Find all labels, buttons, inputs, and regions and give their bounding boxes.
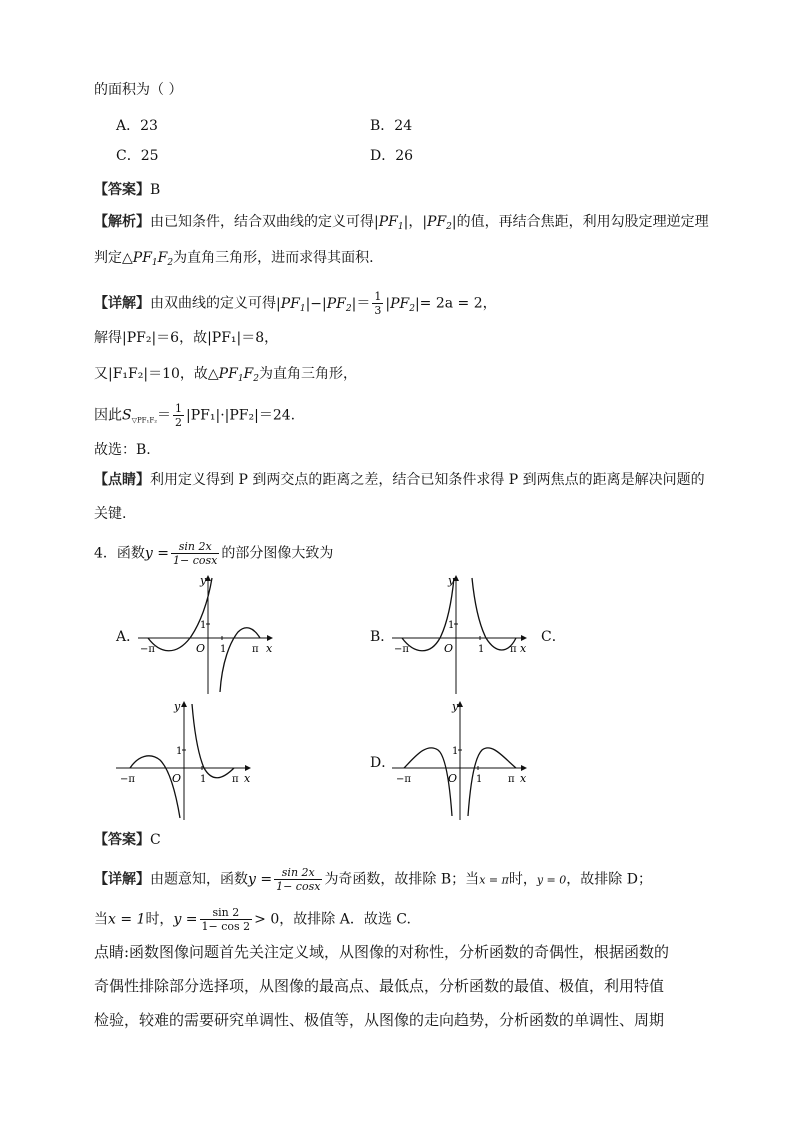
x-label: x — [520, 772, 527, 785]
origin-label: O — [444, 642, 454, 655]
pi-label: π — [252, 644, 259, 655]
q3-detail-line2: 解得|PF₂|＝6，故|PF₁|＝8， — [94, 330, 279, 346]
q3-comment-line1: 【点睛】利用定义得到 P 到两交点的距离之差，结合已知条件求得 P 到两焦点的距离是解决问题的 — [94, 472, 705, 488]
q3-answer: 【答案】B — [94, 182, 161, 198]
q3-detail-line1: 【详解】由双曲线的定义可得$|PF_1|-|PF_2|=$ $\frac{1}{3}$ $|PF_2|= 2a = 2$， — [94, 290, 497, 317]
q4-tip-line3: 检验，较难的需要研究单调性、极值等，从图像的走向趋势，分析函数的单调性、周期 — [94, 1011, 665, 1029]
q4-detail-line1: 【详解】由题意知，函数y = $\frac{\sin 2x}{1- \cos x}$ 为奇函数，故排除 B；当x = π时，y = 0，故排除 D； — [94, 866, 652, 893]
q4-graph-d — [392, 698, 532, 822]
y-label: y — [174, 700, 181, 713]
x-one-label: 1 — [476, 774, 483, 785]
q4-tip-line1: 点睛:函数图像问题首先关注定义域，从图像的对称性，分析函数的奇偶性，根据函数的 — [94, 943, 670, 961]
q4-graph-b — [392, 572, 532, 696]
q3-analysis-line1: 【解析】由已知条件，结合双曲线的定义可得$|PF_1|$，$|PF_2|$的值，再结合焦距，利用勾股定理逆定理 — [94, 214, 709, 232]
origin-label: O — [196, 642, 206, 655]
y-label: y — [452, 700, 459, 713]
q4-graph-a — [138, 572, 278, 696]
neg-pi-label: −π — [396, 774, 411, 785]
q3-detail-line4: 因此$S_{▽PF_1F_2}=$ $\frac{1}{2}$ |PF₁|·|PF₂|＝24. — [94, 402, 296, 429]
q3-option-b: B．24 — [370, 118, 413, 134]
y-one-label: 1 — [448, 620, 455, 631]
pi-label: π — [232, 774, 239, 785]
curve-right — [192, 704, 234, 778]
q3-option-c: C．25 — [116, 148, 159, 164]
origin-label: O — [448, 772, 458, 785]
curve-left — [148, 578, 212, 651]
x-one-label: 1 — [478, 644, 485, 655]
q3-comment-line2: 关键. — [94, 506, 127, 522]
neg-pi-label: −π — [120, 774, 135, 785]
q3-option-d: D．26 — [370, 148, 414, 164]
q4-label-b: B． — [370, 629, 395, 645]
curve-right — [220, 628, 260, 692]
neg-pi-label: −π — [140, 644, 155, 655]
x-label: x — [244, 772, 251, 785]
q4-label-a: A． — [116, 629, 141, 645]
q3-choose: 故选：B. — [94, 442, 151, 458]
pi-label: π — [508, 774, 515, 785]
q3-detail-line3: 又|F₁F₂|＝10，故$\triangle PF_1F_2$为直角三角形， — [94, 366, 357, 384]
q4-stem: 4．函数y = $\frac{\sin 2x}{1- \cos x}$ 的部分图像大致为 — [94, 540, 334, 567]
y-label: y — [448, 574, 455, 587]
q4-detail-line2: 当x = 1时，y = $\frac{\sin 2}{1- \cos 2}$ > 0，故排除 A．故选 C. — [94, 906, 411, 933]
q3-option-a: A．23 — [116, 118, 158, 134]
q3-stem-tail: 的面积为（ ） — [94, 82, 183, 98]
curve-left — [404, 748, 452, 816]
x-label: x — [520, 642, 527, 655]
q4-label-d: D． — [370, 755, 396, 771]
q4-label-c: C． — [541, 629, 566, 645]
q4-tip-line2: 奇偶性排除部分选择项，从图像的最高点、最低点，分析函数的最值、极值，利用特值 — [94, 977, 665, 995]
x-label: x — [266, 642, 273, 655]
y-one-label: 1 — [176, 746, 183, 757]
x-one-label: 1 — [220, 644, 227, 655]
curve-left — [130, 756, 180, 818]
q4-graph-c — [116, 698, 256, 822]
x-one-label: 1 — [200, 774, 207, 785]
neg-pi-label: −π — [394, 644, 409, 655]
q3-analysis-line2: 判定$\triangle PF_1F_2$为直角三角形，进而求得其面积. — [94, 250, 374, 268]
y-label: y — [200, 574, 207, 587]
curve-right — [472, 578, 516, 650]
q4-answer: 【答案】C — [94, 832, 161, 848]
curve-left — [402, 578, 454, 651]
pi-label: π — [510, 644, 517, 655]
y-one-label: 1 — [200, 620, 207, 631]
y-one-label: 1 — [452, 746, 459, 757]
origin-label: O — [172, 772, 182, 785]
